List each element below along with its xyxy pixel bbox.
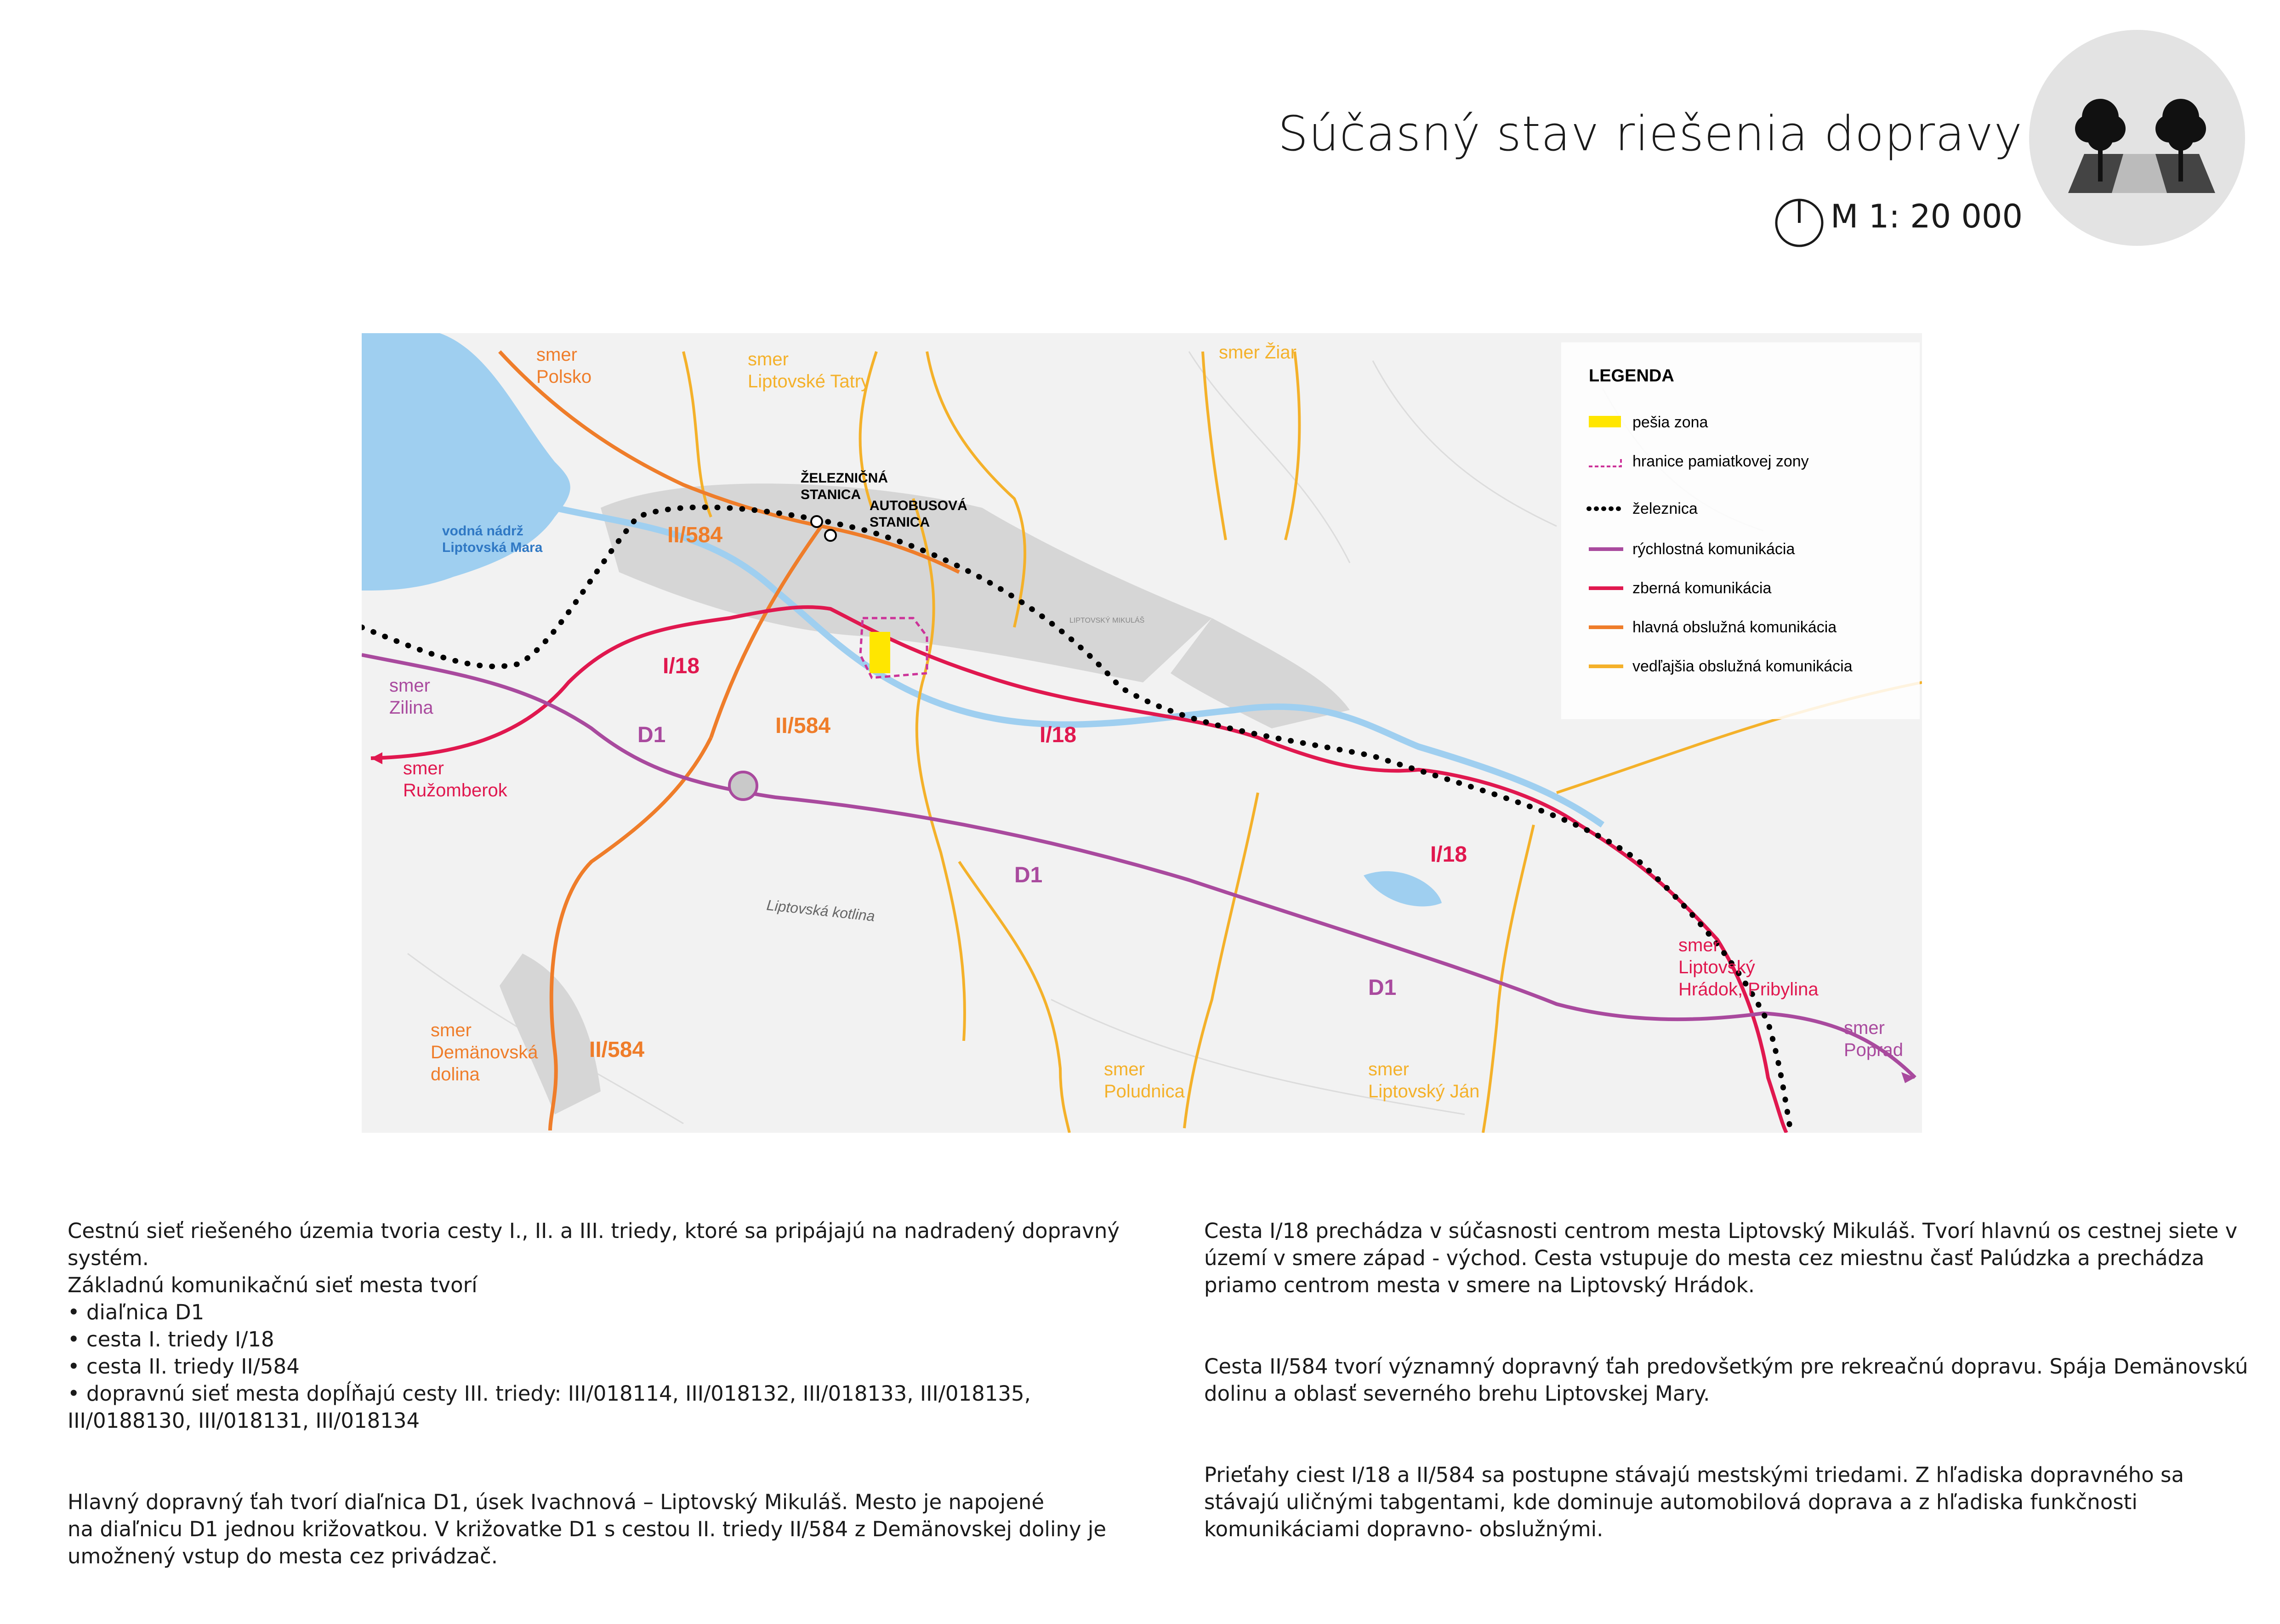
traffic-map [362,333,1922,1133]
dir-ziar-label: smer Žiar [1219,342,1296,363]
railway-station-label: ŽELEZNIČNÁ STANICA [801,471,888,502]
road-i18-label: I/18 [1430,842,1467,867]
legend-item: hranice pamiatkovej zony [1632,453,1809,470]
street-trees-icon [2029,30,2245,246]
paragraph: Cesta I/18 prechádza v súčasnosti centrom mesta Liptovský Mikuláš. Tvorí hlavnú os cestnej siete v území v smere západ - východ. Cesta vstupuje do mesta cez miestnu časť Palúdzka a prechádza priamo centrom mesta v smere na Liptovský Hrádok. [1204,1219,2238,1297]
dir-tatry-label: smer Liptovské Tatry [748,349,870,392]
road-ii584-label: II/584 [667,523,723,547]
railway-station-marker [811,516,822,527]
bus-station-marker [825,530,836,541]
description-right [1204,1190,2252,1597]
lake-label: vodná nádrž Liptovská Mara [442,523,543,555]
legend-item: hlavná obslužná komunikácia [1632,619,1837,636]
road-i18-label: I/18 [1040,723,1077,747]
road-d1-label: D1 [637,723,666,747]
dir-polsko-label: smer Polsko [536,345,592,387]
legend-item: rýchlostná komunikácia [1632,540,1795,558]
legend-item: zberná komunikácia [1632,579,1772,597]
paragraph: Cesta II/584 tvorí významný dopravný ťah predovšetkým pre rekreačnú dopravu. Spája Demänovskú dolinu a oblasť severného brehu Liptovskej Mary. [1204,1354,2248,1406]
legend-item: vedľajšia obslužná komunikácia [1632,658,1853,675]
north-arrow-icon [1774,198,1825,248]
dir-poludnica-label: smer Poludnica [1104,1059,1185,1102]
road-d1-label: D1 [1368,976,1397,1000]
road-d1-label: D1 [1014,863,1043,887]
town-label: LIPTOVSKÝ MIKULÁŠ [1069,617,1145,625]
map-legend [1561,342,1920,719]
legend-title: LEGENDA [1589,366,1674,386]
dir-poprad-label: smer Poprad [1844,1018,1903,1060]
map-scale: M 1: 20 000 [1831,198,2023,235]
paragraph: Hlavný dopravný ťah tvorí diaľnica D1, úsek Ivachnová – Liptovský Mikuláš. Mesto je napojené na diaľnicu D1 jednou križovatkou. V križovatke D1 s cestou II. triedy II/584 z Demänovskej doliny je umožnený vstup do mesta cez privádzač. [68,1490,1107,1568]
road-i18-label: I/18 [663,654,700,678]
bus-station-label: AUTOBUSOVÁ STANICA [870,498,967,530]
legend-item: železnica [1632,500,1698,517]
description-left [68,1190,1125,1624]
legend-swatch-pedestrian [1589,416,1621,427]
dir-demanovska-label: smer Demänovská dolina [431,1020,538,1085]
road-ii584-label: II/584 [775,714,831,738]
dir-hradok-label: smer Liptovský Hrádok, Pribylina [1678,935,1819,999]
paragraph: Cestnú sieť riešeného územia tvoria cesty I., II. a III. triedy, ktoré sa pripájajú na nadradený dopravný systém. Základnú komunikačnú sieť mesta tvorí • diaľnica D1 • cesta I. triedy I/18 • cesta II. triedy II/584 • dopravnú sieť mesta dopĺňajú cesty III. triedy: III/018114, III/018132, III/018133, III/018135, III/0188130, III/018131, III/018134 [68,1219,1120,1433]
dir-zilina-label: smer Zilina [389,676,433,718]
legend-item: pešia zona [1632,414,1708,431]
road-ii584-label: II/584 [589,1038,645,1062]
dir-jan-label: smer Liptovský Ján [1368,1059,1480,1102]
paragraph: Prieťahy ciest I/18 a II/584 sa postupne stávajú mestskými triedami. Z hľadiska dopravného sa stávajú uličnými tabgentami, kde dominuje automobilová doprava a z hľadiska funkčnosti komunikáciami dopravno- obslužnými. [1204,1463,2184,1541]
dir-ruzomberok-label: smer Ružomberok [403,758,507,801]
street-trees-badge [2029,30,2245,246]
page-title: Súčasný stav riešenia dopravy [1278,106,2023,162]
pedestrian-zone [870,632,890,673]
d1-interchange [729,772,757,800]
valley-label: Liptovská kotlina [766,897,876,925]
